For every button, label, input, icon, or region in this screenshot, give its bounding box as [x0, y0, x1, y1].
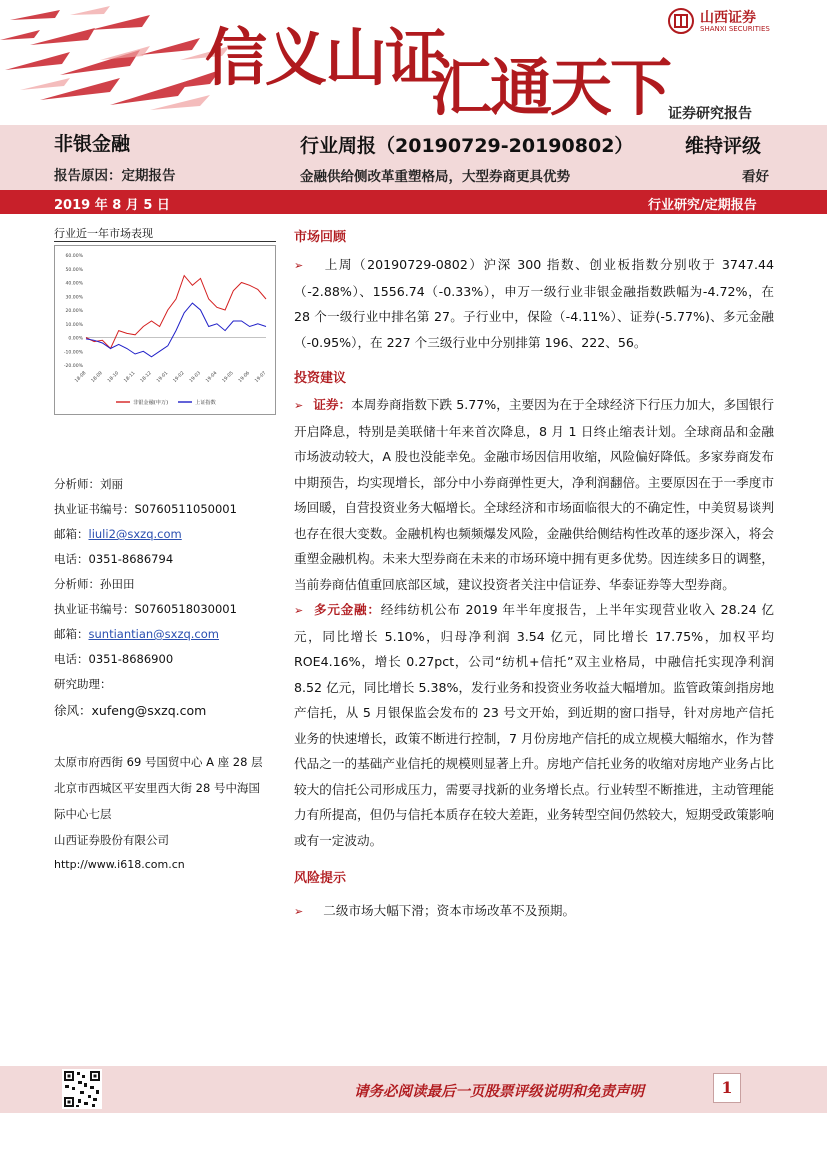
analyst-2 — [54, 576, 135, 592]
y-tick-label: 0.00% — [68, 336, 83, 342]
analyst-1-tel — [54, 551, 173, 567]
y-tick-label: 60.00% — [65, 254, 83, 259]
y-tick-label: 30.00% — [65, 295, 83, 301]
analyst-1-mail-label: 邮箱： — [54, 527, 89, 541]
x-tick-label: 19-03 — [188, 370, 202, 384]
investment-paragraph-2 — [294, 597, 774, 853]
arrow-bullet-icon: ➢ — [294, 259, 304, 272]
analyst-1 — [54, 476, 123, 492]
x-tick-label: 19-01 — [156, 370, 170, 384]
analyst-1-cert-label: 执业证书编号： — [54, 502, 135, 516]
x-tick-label: 18-11 — [123, 370, 137, 384]
arrow-bullet-icon: ➢ — [294, 399, 304, 412]
slogan-part-a: 信义山证 — [205, 21, 446, 94]
y-tick-label: 50.00% — [65, 267, 83, 273]
analyst-2-tel-label: 电话： — [54, 652, 89, 666]
research-assistant-label: 研究助理： — [54, 677, 112, 691]
main-content — [294, 226, 774, 925]
analyst-2-cert — [54, 601, 237, 617]
y-tick-label: -20.00% — [63, 364, 83, 369]
x-tick-label: 18-08 — [74, 370, 88, 384]
sector-title: 非银金融 — [54, 133, 131, 155]
research-assistant: 徐风：xufeng@sxzq.com — [54, 703, 207, 718]
analyst-1-tel-label: 电话： — [54, 552, 89, 566]
arrow-bullet-icon: ➢ — [294, 604, 304, 617]
analyst-1-mail — [54, 526, 182, 542]
analyst-1-cert — [54, 501, 237, 517]
company-url[interactable]: http://www.i618.com.cn — [54, 858, 185, 871]
x-tick-label: 18-09 — [90, 370, 104, 384]
logo-name-en: SHANXI SECURITIES — [700, 25, 770, 33]
market-review-text: 上周（20190729-0802）沪深 300 指数、创业板指数分别收于 3747.44（-2.88%）、1556.74（-0.33%），申万一级行业非银金融指数跌幅为-4.72%，在 28 个一级行业中排名第 27。子行业中，保险（-4.11%）、证券(-5.77%)、多元金融（-0.95%），在 227 个三级行业中分别排第 196、222、56。 — [294, 257, 774, 350]
x-tick-label: 18-10 — [107, 370, 121, 384]
company-logo-icon — [668, 8, 694, 34]
x-tick-label: 19-05 — [221, 370, 235, 384]
legend-label: 上证指数 — [195, 400, 216, 406]
x-tick-label: 19-04 — [205, 370, 219, 384]
company-name: 山西证券股份有限公司 — [54, 833, 169, 847]
analyst-2-mail — [54, 626, 219, 642]
x-tick-label: 19-07 — [254, 370, 268, 384]
investment-paragraph-1 — [294, 392, 774, 597]
address-line-2: 北京市西城区平安里西大街 28 号中海国 — [54, 781, 260, 795]
risk-paragraph — [294, 898, 774, 925]
report-title: 行业周报（20190729-20190802） — [300, 135, 634, 157]
x-tick-label: 19-06 — [238, 370, 252, 384]
legend-label: 非银金融(申万) — [133, 400, 169, 406]
y-tick-label: -10.00% — [63, 350, 83, 356]
logo-name-cn: 山西证券 — [700, 10, 756, 26]
footer-disclaimer: 请务必阅读最后一页股票评级说明和免责声明 — [354, 1083, 644, 1100]
report-category: 行业研究/定期报告 — [648, 198, 757, 213]
outlook-label: 看好 — [742, 169, 769, 185]
qr-code-icon — [62, 1069, 102, 1109]
chart-frame — [55, 246, 276, 415]
market-performance-chart — [54, 245, 276, 415]
y-tick-label: 10.00% — [65, 322, 83, 328]
analyst-1-name: 刘丽 — [100, 477, 123, 491]
analyst-2-tel — [54, 651, 173, 667]
arrow-bullet-icon: ➢ — [294, 905, 304, 918]
analyst-2-cert-no: S0760518030001 — [134, 602, 237, 616]
analyst-1-email-link[interactable]: liuli2@sxzq.com — [88, 527, 182, 541]
page-header — [0, 0, 827, 125]
rating-label: 维持评级 — [685, 135, 762, 157]
analyst-2-name: 孙田田 — [100, 577, 135, 591]
securities-keyword: 证券： — [313, 397, 352, 412]
analyst-1-label: 分析师： — [54, 477, 100, 491]
report-reason: 报告原因：定期报告 — [54, 168, 176, 184]
investment-heading: 投资建议 — [294, 371, 347, 386]
address-line-3: 际中心七层 — [54, 807, 112, 821]
chart-title: 行业近一年市场表现 — [54, 227, 153, 240]
diversified-finance-keyword: 多元金融： — [313, 602, 381, 617]
analyst-2-tel-no: 0351-8686900 — [88, 652, 174, 666]
risk-text: 二级市场大幅下滑；资本市场改革不及预期。 — [323, 903, 576, 918]
report-subtitle: 金融供给侧改革重塑格局，大型券商更具优势 — [300, 169, 570, 185]
analyst-2-cert-label: 执业证书编号： — [54, 602, 135, 616]
analyst-1-tel-no: 0351-8686794 — [88, 552, 174, 566]
page-number: 1 — [713, 1073, 741, 1103]
securities-text: 本周券商指数下跌 5.77%，主要因为在于全球经济下行压力加大，多国银行开启降息，特别是美联储十年来首次降息，8 月 1 日终止缩表计划。全球商品和金融市场波动较大，A 股也没能幸免。金融市场因信用收缩，风险偏好降低。多家券商发布中期预告，均实现增长，部分中小券商弹性更大，净利润翻倍。主要原因在于一季度市场回暖，自营投资业务大幅增长。全球经济和市场面临很大的不确定性，中美贸易谈判也存在很大变数。金融机构也频频爆发风险，金融供给侧结构性改革的逐步深入，将会重塑金融机构。未来大型券商在未来的市场环境中拥有更多优势。因连续多日的调整，当前券商估值重回底部区域，建议投资者关注中信证券、华泰证券等大型券商。 — [294, 397, 775, 592]
report-type-label: 证券研究报告 — [668, 106, 752, 122]
y-tick-label: 40.00% — [65, 281, 83, 287]
diversified-finance-text: 经纬纺机公布 2019 年半年度报告，上半年实现营业收入 28.24 亿元，同比增长 5.10%，归母净利润 3.54 亿元，同比增长 17.75%，加权平均 ROE4.16%，增长 0.27pct，公司“纺机+信托”双主业格局，中融信托实现净利润 8.52 亿元，同比增长 5.38%，发行业务和投资业务收益大幅增加。监管政策剑指房地产信托，从 5 月银保监会发布的 23 号文开始，到近期的窗口指导，针对房地产信托业务的快速增长，政策不断进行控制，7 月份房地产信托的成立规模大幅缩水，作为替代品之一的基础产业信托的规模则显著上升。房地产信托业务的收缩对房地产业务占比较大的信托公司形成压力，需要寻找新的业务增长点。行业转型不断推进，主动管理能力有所提高，但仍与信托本质存在较大差距，业务转型空间仍然较大，短期受政策影响或有一定波动。 — [294, 602, 775, 848]
slogan-part-b: 汇通天下 — [430, 51, 671, 124]
market-review-paragraph — [294, 252, 774, 355]
analyst-1-cert-no: S0760511050001 — [134, 502, 237, 516]
y-tick-label: 20.00% — [65, 309, 83, 314]
x-tick-label: 19-02 — [172, 370, 186, 384]
analyst-2-label: 分析师： — [54, 577, 100, 591]
analyst-2-email-link[interactable]: suntiantian@sxzq.com — [88, 627, 219, 641]
risk-heading: 风险提示 — [294, 871, 347, 886]
chart-title-rule — [54, 241, 276, 242]
report-date: 2019 年 8 月 5 日 — [54, 198, 170, 213]
address-line-1: 太原市府西街 69 号国贸中心 A 座 28 层 — [54, 755, 263, 769]
x-tick-label: 18-12 — [139, 370, 153, 384]
market-review-heading: 市场回顾 — [294, 230, 347, 245]
analyst-2-mail-label: 邮箱： — [54, 627, 89, 641]
